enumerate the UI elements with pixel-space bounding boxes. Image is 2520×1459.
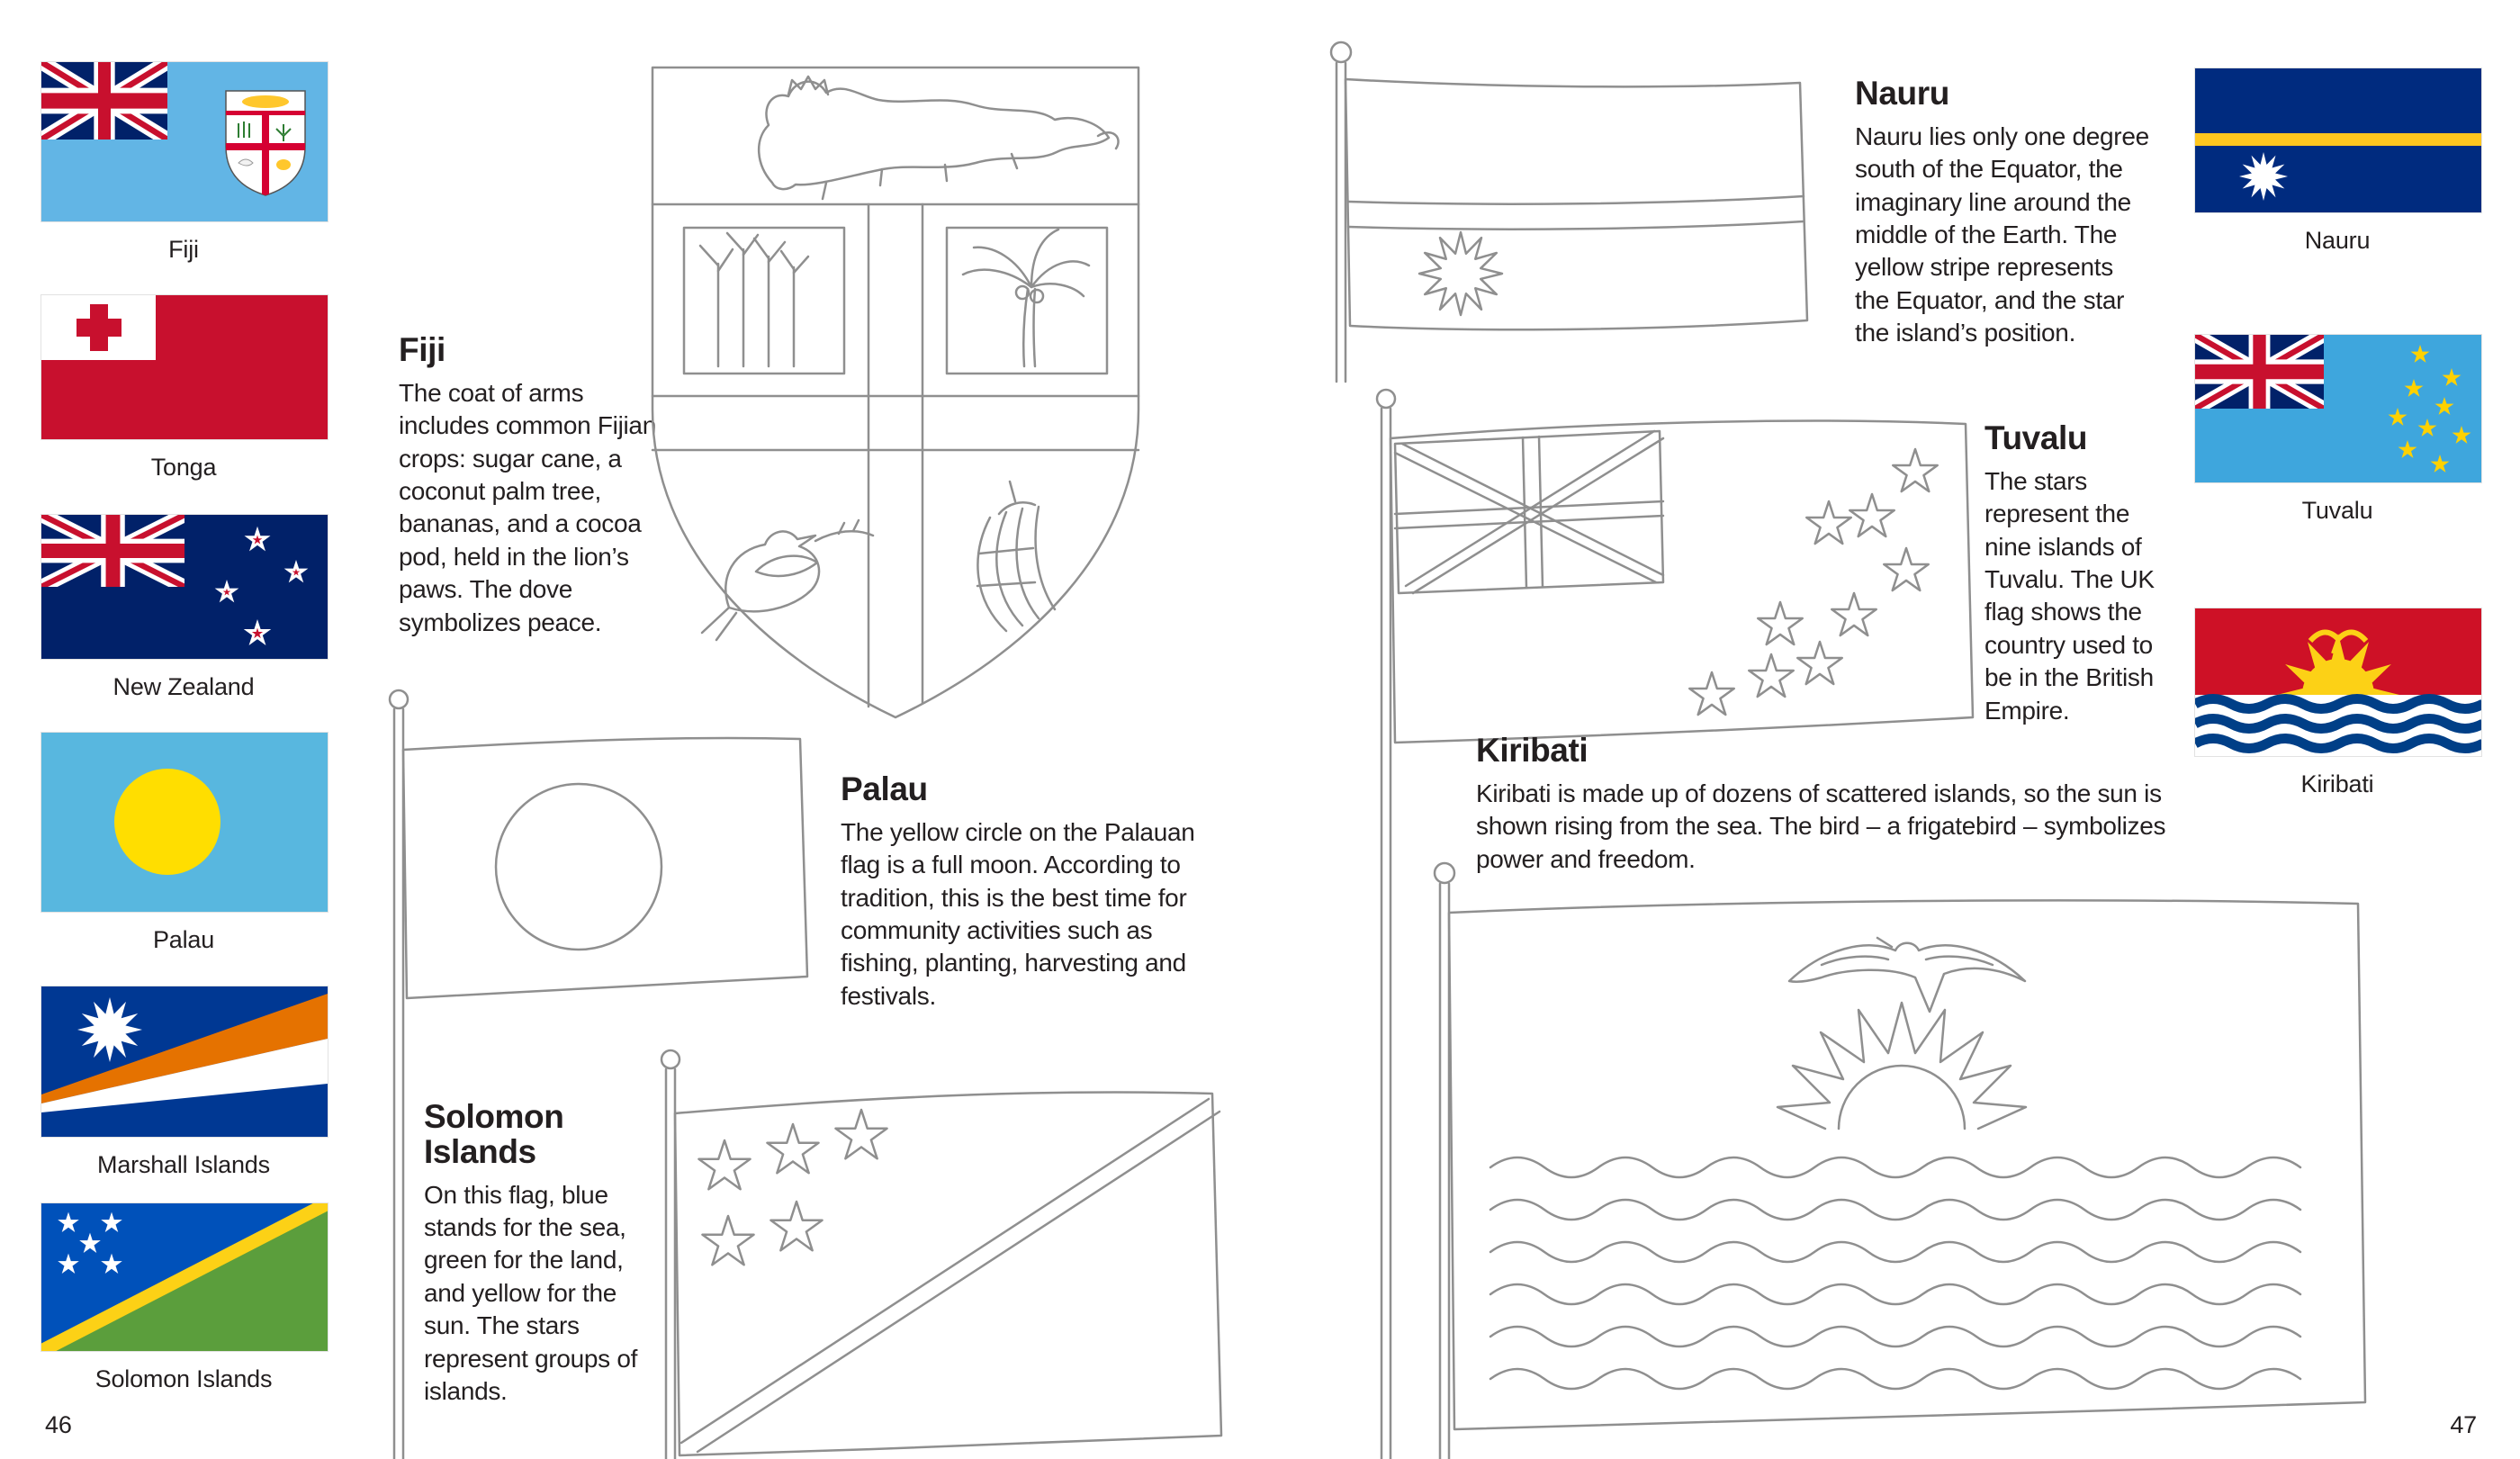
rising-sun-outline-icon xyxy=(1778,1003,2026,1129)
section-solomon-islands xyxy=(424,1100,651,1408)
thumb-nauru xyxy=(2194,68,2480,255)
thumb-palau xyxy=(40,732,327,954)
frigatebird-outline-icon xyxy=(1789,938,2025,1012)
waves-outline-icon xyxy=(1490,1157,2300,1389)
section-tuvalu xyxy=(1984,421,2164,727)
fiji-flag-image xyxy=(40,61,328,222)
flag-caption: Nauru xyxy=(2304,227,2371,254)
kiribati-heading: Kiribati xyxy=(1476,732,1588,769)
fiji-shield-icon xyxy=(226,91,305,195)
flagpole-finial-icon xyxy=(662,1050,680,1068)
thumb-marshall-islands xyxy=(40,986,327,1179)
thumb-tuvalu xyxy=(2194,334,2480,525)
palau-flag-image xyxy=(40,732,328,913)
kiribati-flag-image xyxy=(2194,608,2482,757)
thumb-kiribati xyxy=(2194,608,2480,798)
union-jack-icon xyxy=(2195,335,2324,409)
section-kiribati xyxy=(1476,734,2196,876)
union-jack-icon xyxy=(41,515,184,587)
nauru-flag-outline-drawing xyxy=(1312,34,1830,385)
flag-caption: Marshall Islands xyxy=(97,1151,270,1178)
section-nauru xyxy=(1855,77,2152,350)
flagpole-finial-icon xyxy=(1331,42,1351,62)
thumb-fiji xyxy=(40,61,327,264)
page-number-right: 47 xyxy=(2450,1411,2477,1438)
flag-caption: Kiribati xyxy=(2300,770,2374,797)
flagpole xyxy=(1440,884,1449,1459)
palm-tree-outline-icon xyxy=(963,230,1089,366)
flagpole xyxy=(666,1069,675,1459)
flagpole-finial-icon xyxy=(1435,863,1454,883)
page-number-left: 46 xyxy=(45,1411,72,1438)
palau-heading: Palau xyxy=(841,770,928,807)
fiji-heading: Fiji xyxy=(399,331,446,368)
section-palau xyxy=(841,772,1228,1013)
solomon-islands-description: On this flag, blue stands for the sea, green for the land, and yellow for the sun. The stars represent groups of islands. xyxy=(424,1180,638,1406)
dove-outline-icon xyxy=(702,520,873,640)
fiji-description: The coat of arms includes common Fijian crops: sugar cane, a coconut palm tree, bananas, and a cocoa pod, held in the lion’s paws. The dove symbolizes peace. xyxy=(399,378,656,636)
nauru-description: Nauru lies only one degree south of the Equator, the imaginary line around the middle of the Earth. The yellow stripe represents the Equator, and the star the island’s position. xyxy=(1855,122,2149,347)
solomon-islands-heading: Solomon Islands xyxy=(424,1098,564,1170)
thumb-tonga xyxy=(40,294,327,482)
tonga-flag-image xyxy=(40,294,328,440)
lion-outline-icon xyxy=(759,77,1118,199)
tuvalu-flag-image xyxy=(2194,334,2482,483)
marshall-islands-flag-image xyxy=(40,986,328,1138)
tuvalu-description: The stars represent the nine islands of Tuvalu. The UK flag shows the country used to be in the British Empire. xyxy=(1984,466,2155,725)
section-fiji xyxy=(399,333,673,639)
flag-caption: New Zealand xyxy=(112,673,255,700)
kiribati-flag-outline-drawing xyxy=(1420,857,2392,1459)
thumb-solomon-islands xyxy=(40,1202,327,1393)
flagpole xyxy=(1336,63,1346,382)
flag-caption: Solomon Islands xyxy=(94,1365,273,1392)
nauru-star-outline-icon xyxy=(1419,232,1502,315)
kiribati-description: Kiribati is made up of dozens of scattered islands, so the sun is shown rising from the sea. The bird – a frigatebird – symbolizes power and freedom. xyxy=(1476,779,2166,873)
flagpole xyxy=(1382,409,1390,1459)
union-jack-icon xyxy=(41,62,167,140)
nauru-flag-image xyxy=(2194,68,2482,213)
tuvalu-flag-outline-drawing xyxy=(1361,383,1991,1459)
nauru-heading: Nauru xyxy=(1855,75,1949,112)
flagpole-finial-icon xyxy=(1377,390,1395,408)
palau-moon-outline-icon xyxy=(496,784,662,950)
sugar-cane-outline-icon xyxy=(700,233,808,366)
solomon-islands-flag-outline-drawing xyxy=(644,1040,1238,1459)
flagpole xyxy=(394,709,403,1459)
fiji-coat-of-arms-outline-drawing xyxy=(612,50,1179,761)
flag-caption: Tuvalu xyxy=(2301,497,2373,524)
solomon-islands-flag-image xyxy=(40,1202,328,1352)
flag-caption: Tonga xyxy=(150,454,217,481)
palau-description: The yellow circle on the Palauan flag is a full moon. According to tradition, this is the best time for community activities such as fishing, planting, harvesting and festivals. xyxy=(841,817,1195,1010)
flagpole-finial-icon xyxy=(390,690,408,708)
tuvalu-heading: Tuvalu xyxy=(1984,419,2088,456)
palau-moon-icon xyxy=(114,769,220,875)
bananas-outline-icon xyxy=(977,482,1055,631)
new-zealand-flag-image xyxy=(40,514,328,660)
thumb-new-zealand xyxy=(40,514,327,701)
union-jack-outline-icon xyxy=(1395,431,1663,593)
flag-caption: Fiji xyxy=(168,236,199,263)
flag-caption: Palau xyxy=(152,926,215,953)
